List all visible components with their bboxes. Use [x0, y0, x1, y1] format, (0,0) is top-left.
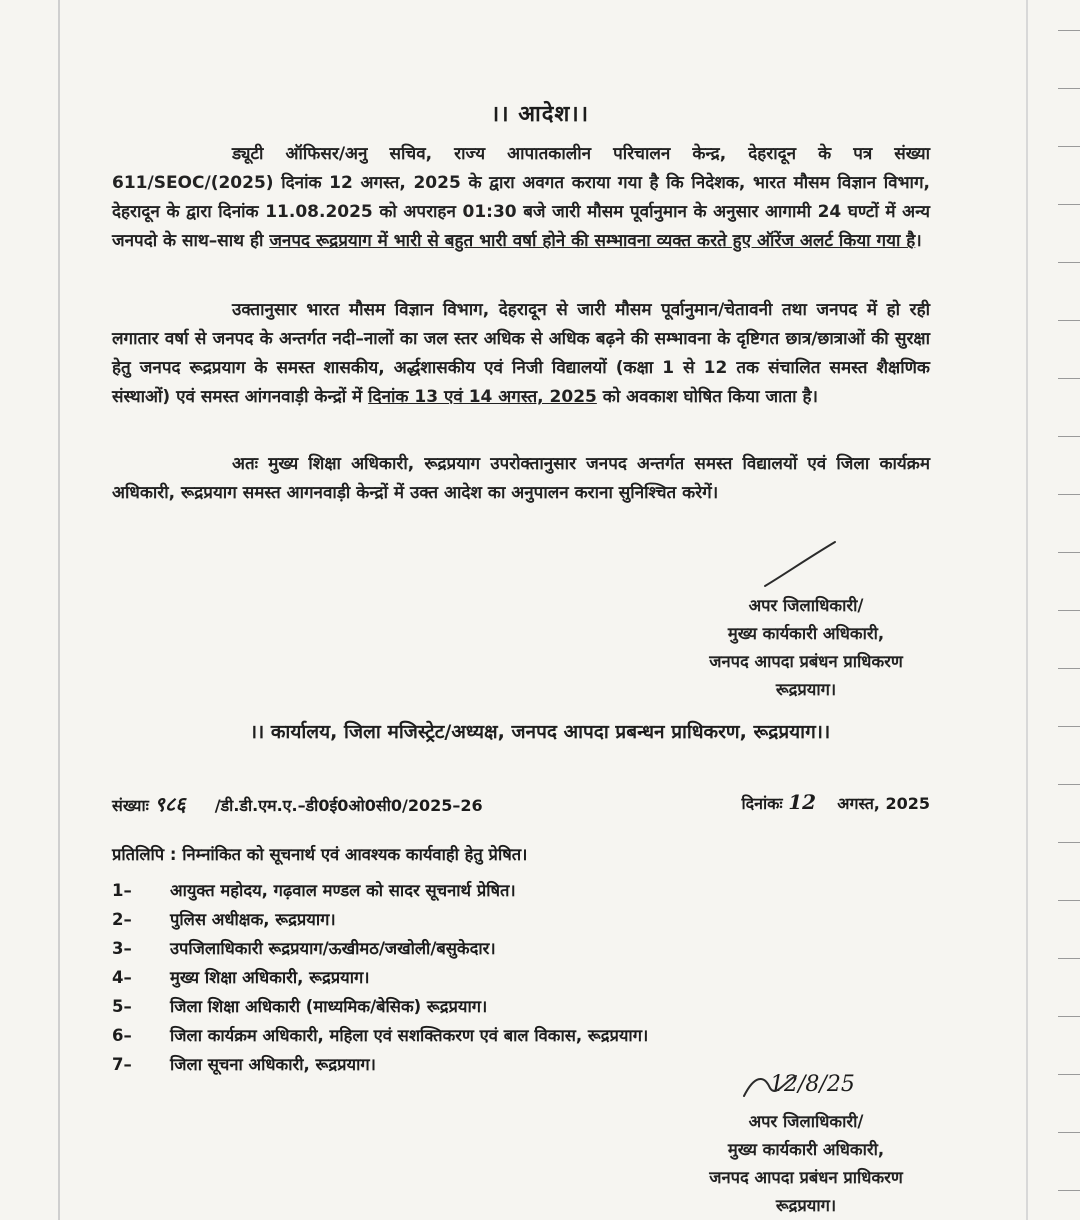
copy-list-text: मुख्य शिक्षा अधिकारी, रूद्रप्रयाग। — [170, 968, 370, 987]
reference-date-text: अगस्त, 2025 — [837, 794, 930, 813]
reference-row — [112, 790, 930, 817]
margin-tick — [1058, 262, 1080, 263]
paragraph-2 — [112, 296, 930, 412]
signature-2-place: रूद्रप्रयाग। — [775, 1196, 837, 1215]
copy-list-item — [112, 934, 912, 963]
copy-list-text: उपजिलाधिकारी रूद्रप्रयाग/ऊखीमठ/जखोली/बसुकेदार। — [170, 939, 496, 958]
copy-list-number: 2– — [112, 910, 132, 929]
reference-number-text: /डी.डी.एम.ए.–डी0ई0ओ0सी0/2025–26 — [214, 796, 483, 815]
order-title: ।। आदेश।। — [490, 102, 590, 127]
margin-tick — [1058, 958, 1080, 959]
margin-tick — [1058, 784, 1080, 785]
signature-1-authority: जनपद आपदा प्रबंधन प्राधिकरण — [709, 652, 903, 671]
margin-tick — [1058, 1190, 1080, 1191]
reference-number-handwritten: ९८६ — [154, 792, 186, 816]
signature-scribble-1 — [760, 538, 840, 588]
signature-1-place: रूद्रप्रयाग। — [775, 680, 837, 699]
margin-tick — [1058, 320, 1080, 321]
copy-list-item — [112, 1021, 912, 1050]
signature-scribble-2 — [740, 1070, 800, 1100]
copy-list-number: 1– — [112, 881, 132, 900]
signature-2-authority: जनपद आपदा प्रबंधन प्राधिकरण — [709, 1168, 903, 1187]
paragraph-1-tail: । — [915, 231, 922, 251]
signature-1-designation: अपर जिलाधिकारी/ — [748, 596, 864, 615]
copy-list-text: आयुक्त महोदय, गढ़वाल मण्डल को सादर सूचनार्थ प्रेषित। — [170, 881, 516, 900]
signature-block-2 — [676, 1108, 936, 1220]
paragraph-3 — [112, 450, 930, 508]
reference-date-label: दिनांकः — [741, 794, 783, 813]
signature-2-title: मुख्य कार्यकारी अधिकारी, — [727, 1140, 885, 1159]
margin-tick — [1058, 1016, 1080, 1017]
signature-1-title: मुख्य कार्यकारी अधिकारी, — [727, 624, 885, 643]
copy-list-text: जिला कार्यक्रम अधिकारी, महिला एवं सशक्तिकरण एवं बाल विकास, रूद्रप्रयाग। — [170, 1026, 649, 1045]
margin-tick — [1058, 436, 1080, 437]
paragraph-1-text: ड्यूटी ऑफिसर/अनु सचिव, राज्य आपातकालीन परिचालन केन्द्र, देहरादून के पत्र संख्या 611/SEOC/(2025) दिनांक 12 अगस्त, 2025 के द्वारा अवगत कराया गया है कि निदेशक, भारत मौसम विज्ञान विभाग, देहरादून के द्वारा दिनांक 11.08.2025 को अपराहन 01:30 बजे जारी मौसम पूर्वानुमान के अनुसार आगामी 24 घण्टों में अन्य जनपदो के साथ–साथ ही — [112, 144, 930, 251]
copy-heading: प्रतिलिपि : निम्नांकित को सूचनार्थ एवं आवश्यक कार्यवाही हेतु प्रेषित। — [112, 845, 528, 864]
margin-tick — [1058, 1074, 1080, 1075]
margin-tick — [1058, 88, 1080, 89]
margin-tick — [1058, 1132, 1080, 1133]
margin-tick — [1058, 610, 1080, 611]
page-right-edge — [1026, 0, 1028, 1220]
copy-list-text: जिला सूचना अधिकारी, रूद्रप्रयाग। — [170, 1055, 376, 1074]
copy-list-number: 5– — [112, 997, 132, 1016]
office-heading: ।। कार्यालय, जिला मजिस्ट्रेट/अध्यक्ष, जनपद आपदा प्रबन्धन प्राधिकरण, रूद्रप्रयाग।। — [249, 721, 831, 743]
copy-list-item — [112, 992, 912, 1021]
copy-list — [112, 876, 912, 1079]
page-left-edge — [58, 0, 60, 1220]
copy-list-text: पुलिस अधीक्षक, रूद्रप्रयाग। — [170, 910, 336, 929]
reference-number-label: संख्याः — [112, 796, 149, 815]
margin-tick — [1058, 552, 1080, 553]
margin-tick — [1058, 494, 1080, 495]
reference-date — [741, 790, 930, 817]
copy-list-item — [112, 963, 912, 992]
paragraph-3-text: अतः मुख्य शिक्षा अधिकारी, रूद्रप्रयाग उपरोक्तानुसार जनपद अन्तर्गत समस्त विद्यालयों एवं जिला कार्यक्रम अधिकारी, रूद्रप्रयाग समस्त आगनवाड़ी केन्द्रों में उक्त आदेश का अनुपालन कराना सुनिश्चित करेगें। — [112, 454, 930, 503]
copy-list-number: 4– — [112, 968, 132, 987]
signature-2-designation: अपर जिलाधिकारी/ — [748, 1112, 864, 1131]
copy-list-text: जिला शिक्षा अधिकारी (माध्यमिक/बेसिक) रूद्रप्रयाग। — [170, 997, 488, 1016]
margin-tick — [1058, 668, 1080, 669]
margin-tick — [1058, 30, 1080, 31]
paragraph-2-underlined: दिनांक 13 एवं 14 अगस्त, 2025 — [368, 387, 597, 407]
margin-tick — [1058, 204, 1080, 205]
copy-list-number: 7– — [112, 1055, 132, 1074]
margin-tick — [1058, 146, 1080, 147]
reference-number — [112, 790, 483, 817]
paragraph-2-text: उक्तानुसार भारत मौसम विज्ञान विभाग, देहरादून से जारी मौसम पूर्वानुमान/चेतावनी तथा जनपद में हो रही लगातार वर्षा से जनपद के अन्तर्गत नदी–नालों का जल स्तर अधिक से अधिक बढ़ने की सम्भावना के दृष्टिगत छात्र/छात्राओं की सुरक्षा हेतु जनपद रूद्रप्रयाग के समस्त शासकीय, अर्द्धशासकीय एवं निजी विद्यालयों (कक्षा 1 से 12 तक संचालित समस्त शैक्षणिक संस्थाओं) एवं समस्त आंगनवाड़ी केन्द्रों में — [112, 300, 930, 407]
copy-list-item — [112, 905, 912, 934]
paragraph-1-underlined: जनपद रूद्रप्रयाग में भारी से बहुत भारी वर्षा होने की सम्भावना व्यक्त करते हुए ऑरेंज अलर्ट किया गया है — [269, 231, 916, 251]
paragraph-2-tail: को अवकाश घोषित किया जाता है। — [596, 387, 818, 407]
paragraph-1 — [112, 140, 930, 256]
signature-2-handwritten-date: 12/8/25 — [770, 1072, 855, 1097]
copy-list-item — [112, 876, 912, 905]
reference-date-handwritten: 12 — [788, 790, 817, 814]
copy-list-number: 6– — [112, 1026, 132, 1045]
signature-block-1 — [676, 592, 936, 704]
margin-tick — [1058, 900, 1080, 901]
copy-list-number: 3– — [112, 939, 132, 958]
margin-tick — [1058, 842, 1080, 843]
margin-tick — [1058, 378, 1080, 379]
